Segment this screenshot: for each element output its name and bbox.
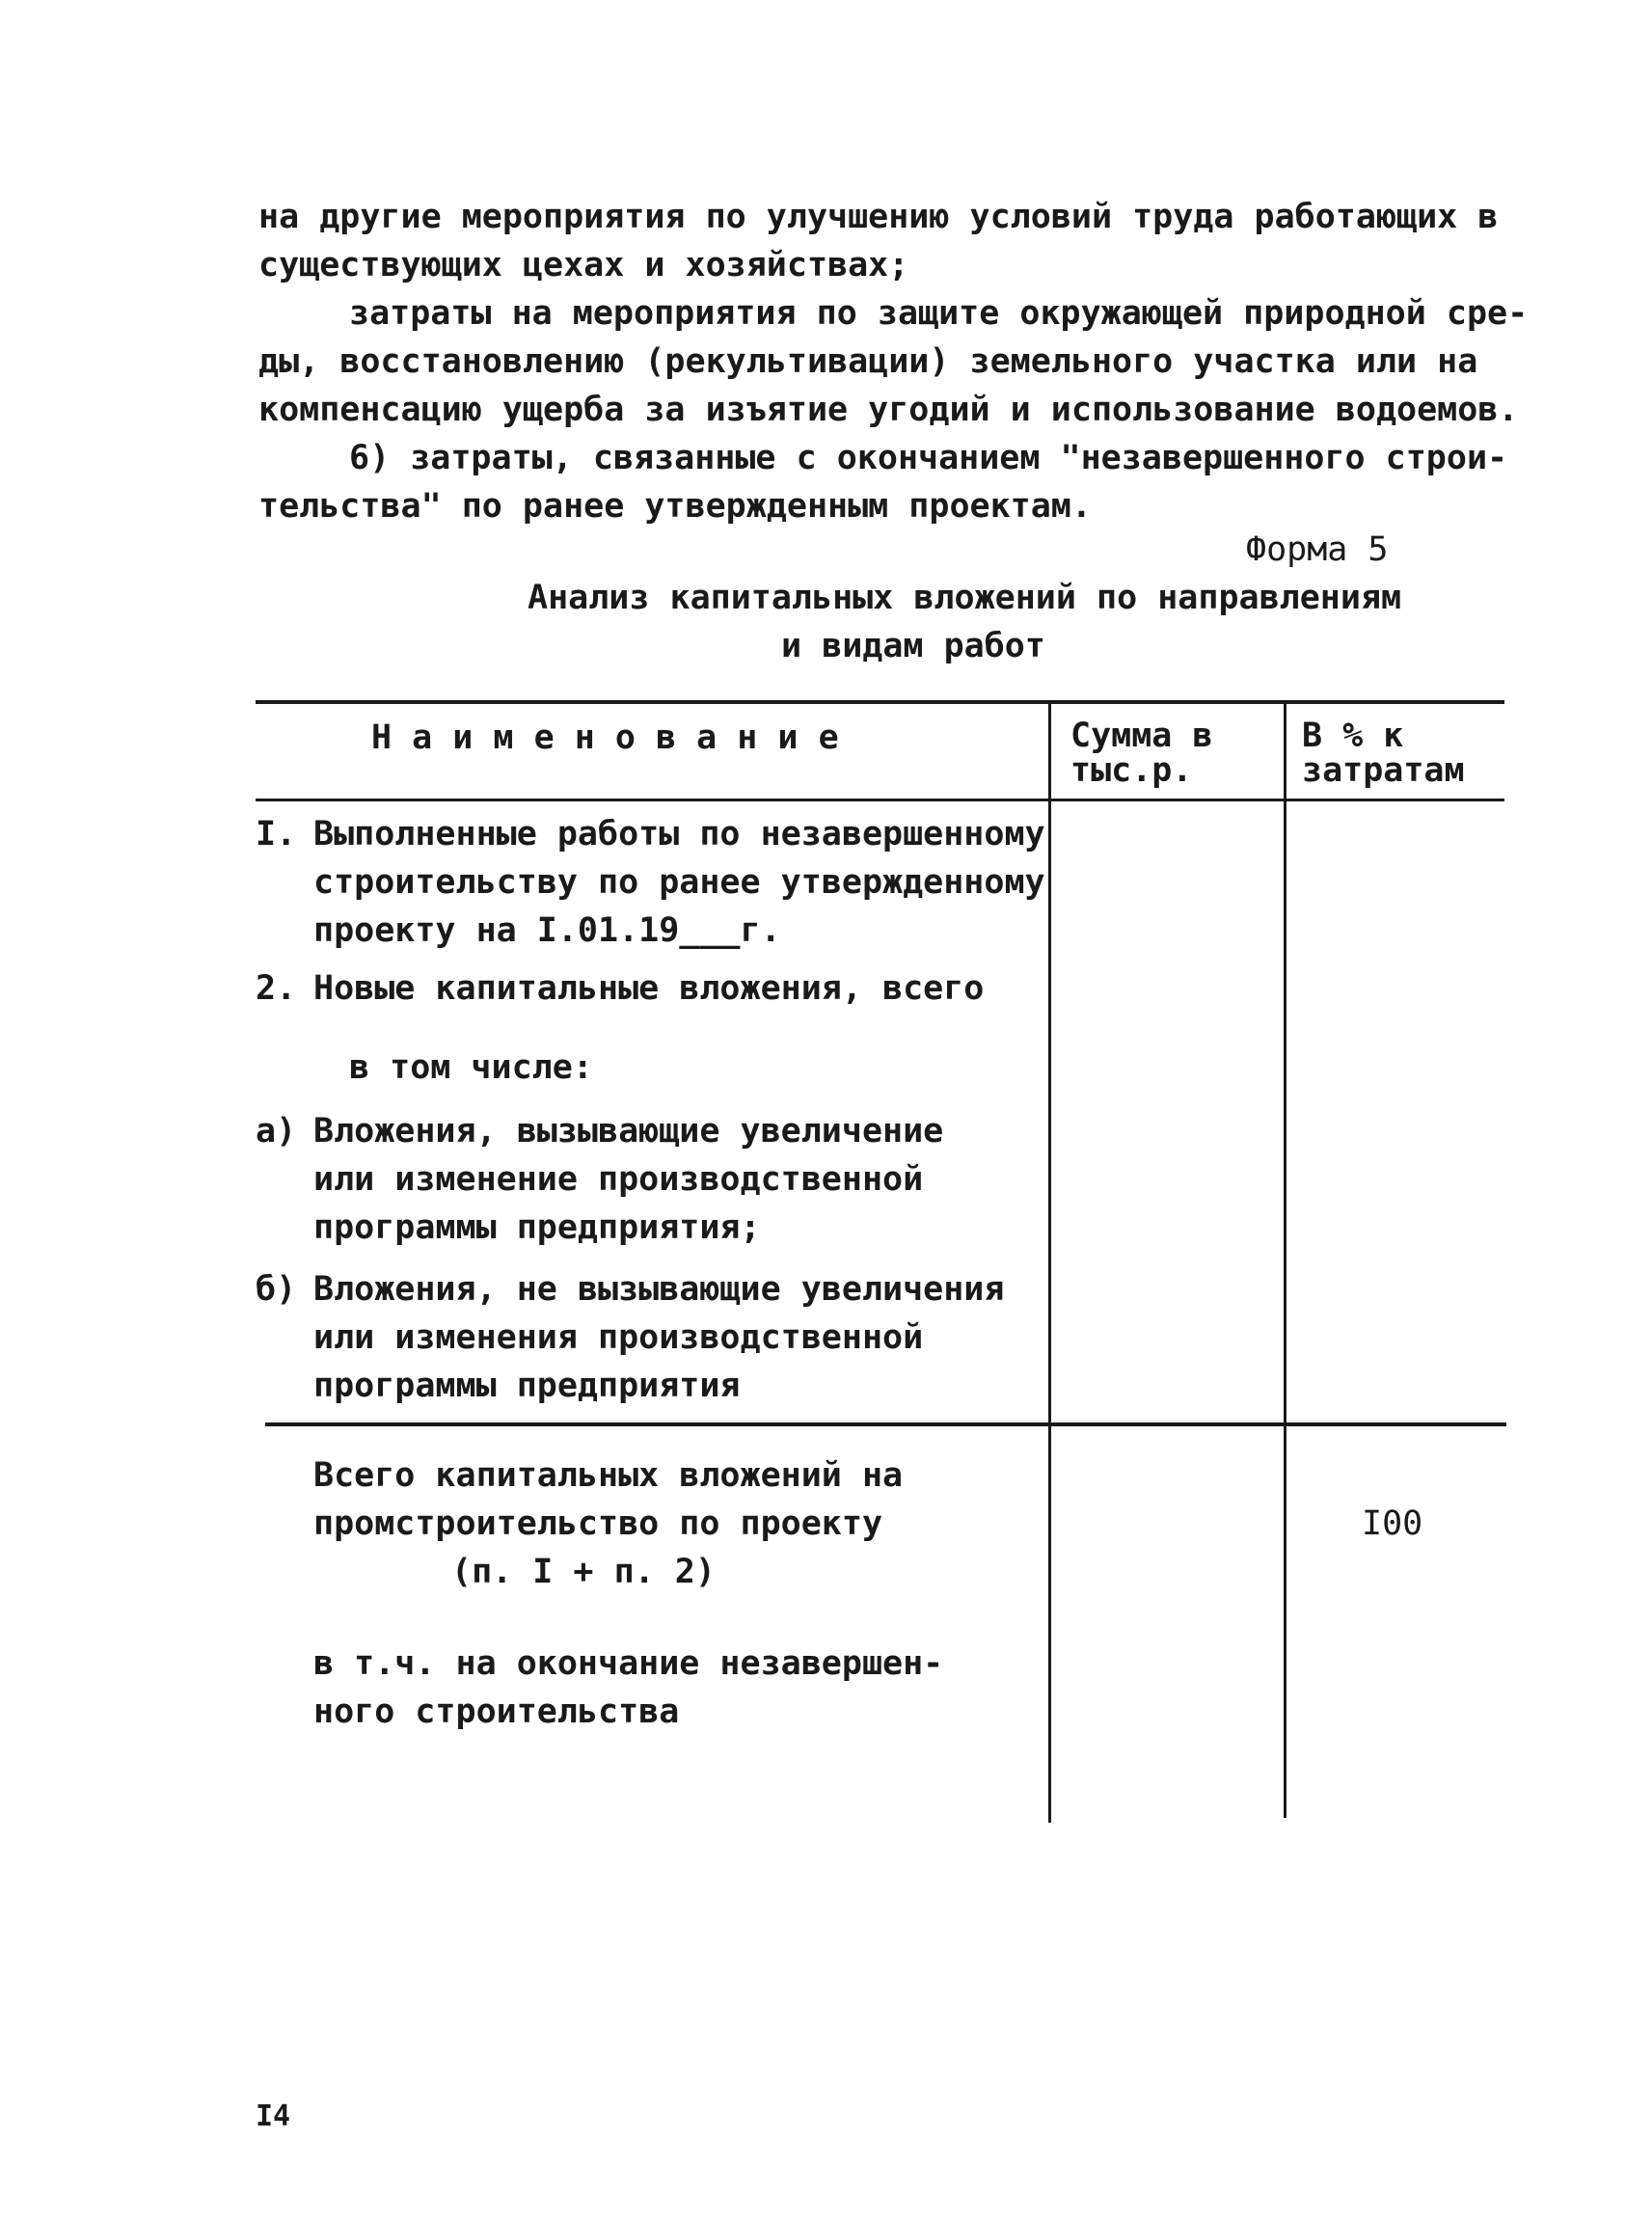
row-1-text-2: строительству по ранее утвержденному: [313, 863, 1045, 902]
row-a-text-3: программы предприятия;: [313, 1208, 761, 1247]
total-percent: I00: [1362, 1504, 1423, 1543]
row-1-text-1: Выполненные работы по незавершенному: [313, 815, 1045, 853]
form-title-line-2: и видам работ: [781, 627, 1045, 665]
row-including-text: в том числе:: [349, 1048, 593, 1087]
row-2-text-1: Новые капитальные вложения, всего: [313, 969, 985, 1008]
row-b-number: б): [256, 1270, 297, 1309]
header-pct-line-2: затратам: [1302, 751, 1465, 790]
row-2-number: 2.: [256, 969, 297, 1008]
page-number: I4: [256, 2099, 291, 2133]
intro-line-2: существующих цехах и хозяйствах;: [258, 246, 909, 284]
row-b-text-3: программы предприятия: [313, 1367, 741, 1405]
intro-line-5: компенсацию ущерба за изъятие угодий и использование водоемов.: [258, 391, 1519, 429]
total-sub-text-1: в т.ч. на окончание незавершен-: [313, 1644, 944, 1683]
row-1-text-3: проекту на I.01.19___г.: [313, 911, 781, 950]
header-sum-line-1: Сумма в: [1070, 717, 1213, 755]
header-name: Н а и м е н о в а н и е: [371, 718, 839, 757]
row-a-text-2: или изменение производственной: [313, 1160, 924, 1199]
header-bottom-border: [256, 799, 1504, 801]
intro-line-4: ды, восстановлению (рекультивации) земельного участка или на: [258, 342, 1478, 381]
row-b-text-1: Вложения, не вызывающие увеличения: [313, 1270, 1005, 1309]
intro-line-1: на другие мероприятия по улучшению условий труда работающих в: [258, 198, 1499, 236]
intro-line-7: тельства" по ранее утвержденным проектам.: [258, 487, 1092, 526]
intro-line-3: затраты на мероприятия по защите окружающей природной сре-: [349, 294, 1529, 333]
row-b-text-2: или изменения производственной: [313, 1318, 924, 1357]
form-label: Форма 5: [1246, 530, 1389, 569]
column-divider-1: [1048, 704, 1051, 1823]
total-text-3: (п. I + п. 2): [451, 1553, 716, 1591]
header-sum-line-2: тыс.р.: [1070, 751, 1193, 790]
total-sub-text-2: ного строительства: [313, 1693, 680, 1731]
intro-line-6: 6) затраты, связанные с окончанием "незавершенного строи-: [349, 439, 1508, 477]
total-text-2: промстроительство по проекту: [313, 1504, 883, 1543]
total-text-1: Всего капитальных вложений на: [313, 1456, 904, 1495]
row-a-text-1: Вложения, вызывающие увеличение: [313, 1112, 944, 1151]
column-divider-2: [1284, 704, 1286, 1818]
row-a-number: а): [256, 1112, 297, 1151]
form-title-line-1: Анализ капитальных вложений по направлениям: [528, 579, 1402, 617]
total-separator: [265, 1422, 1506, 1426]
row-1-number: I.: [256, 815, 297, 853]
table-top-border: [256, 700, 1504, 704]
header-pct-line-1: В % к: [1302, 717, 1404, 755]
